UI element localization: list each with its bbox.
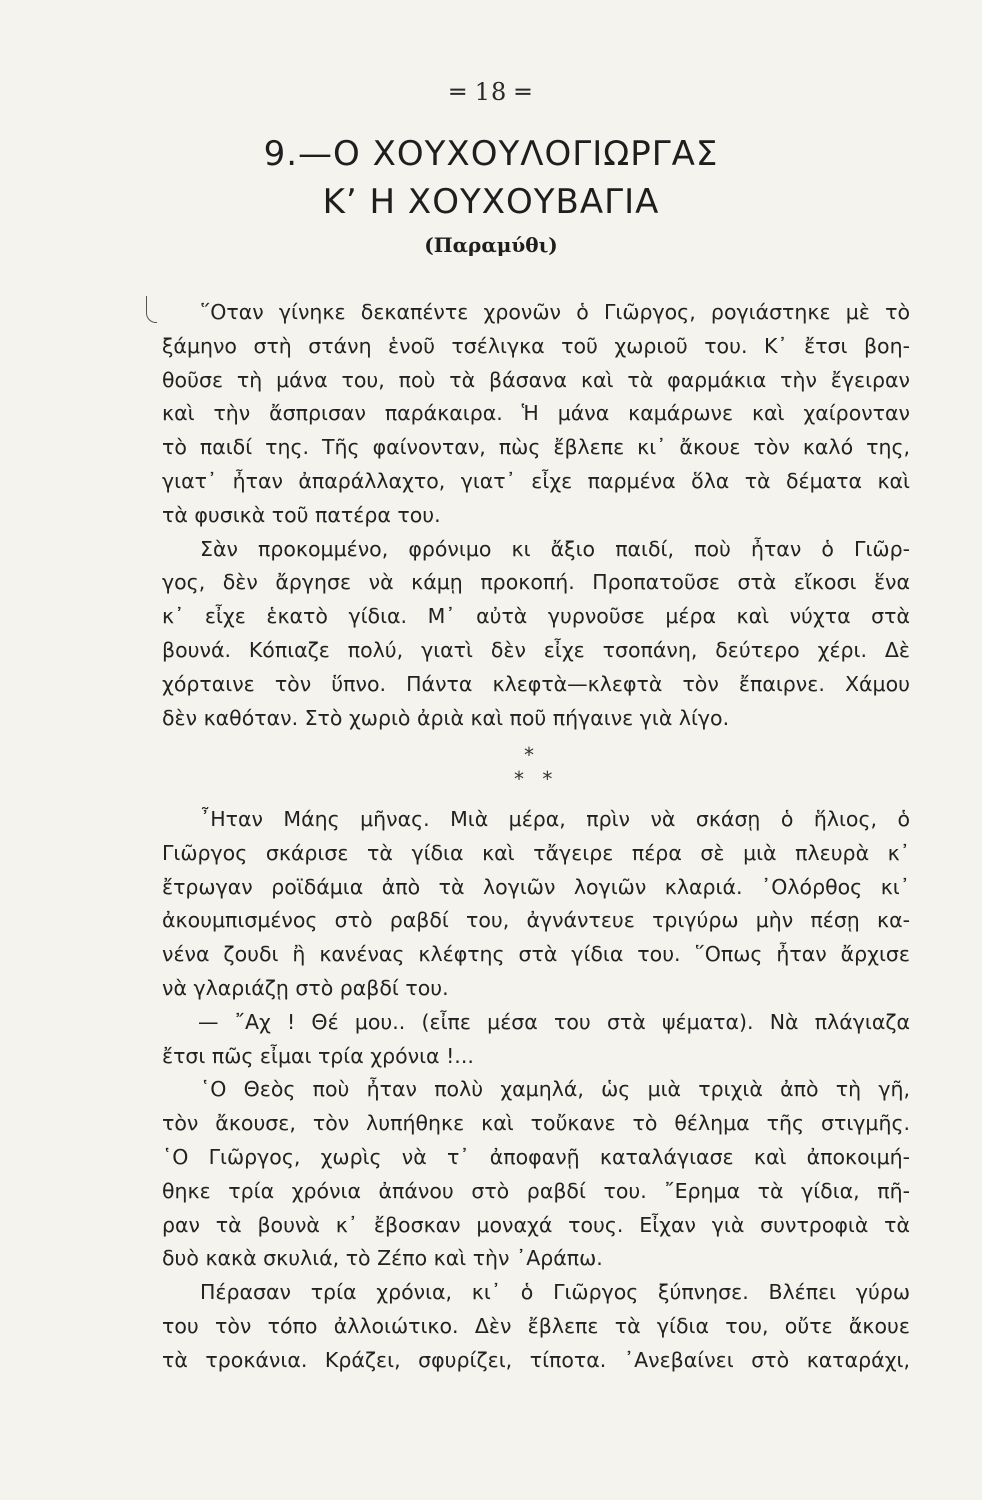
- text-line: ραν τὰ βουνὰ κ᾿ ἔβοσκαν μοναχά τους. Εἶχαν γιὰ συντροφιὰ τὰ: [162, 1212, 910, 1237]
- text-line: ῾Ο Γιῶργος, χωρὶς νὰ τ᾿ ἀποφανῇ καταλάγιασε καὶ ἀποκοιμή-: [162, 1144, 910, 1169]
- separator-asterisks: * *: [514, 767, 559, 792]
- story-title-line-2: Κ’ Η ΧΟΥΧΟΥΒΑΓΙΑ: [322, 182, 660, 222]
- text-line: θηκε τρία χρόνια ἀπάνου στὸ ραβδί του. ῎Ερημα τὰ γίδια, πῆ-: [162, 1178, 910, 1203]
- text-line: ῞Οταν γίνηκε δεκαπέντε χρονῶν ὁ Γιῶργος, ρογιάστηκε μὲ τὸ: [200, 300, 910, 324]
- text-line: δυὸ κακὰ σκυλιά, τὸ Ζέπο καὶ τὴν ᾿Αράπω.: [162, 1246, 603, 1271]
- text-line: τὸν ἄκουσε, τὸν λυπήθηκε καὶ τοὔκανε τὸ θέλημα τῆς στιγμῆς.: [162, 1111, 910, 1136]
- text-line: ἀκουμπισμένος στὸ ραβδί του, ἀγνάντευε τριγύρω μὴν πέσῃ κα-: [162, 908, 910, 933]
- text-line: ξάμηνο στὴ στάνη ἑνοῦ τσέλιγκα τοῦ χωριοῦ του. Κ᾿ ἔτσι βοη-: [162, 333, 910, 358]
- text-line: γιατ᾿ ἦταν ἀπαράλλαχτο, γιατ᾿ εἶχε παρμένα ὅλα τὰ δέματα καὶ: [162, 468, 910, 493]
- text-line: του τὸν τόπο ἀλλοιώτικο. Δὲν ἔβλεπε τὰ γίδια του, οὔτε ἄκουε: [162, 1313, 910, 1338]
- separator-asterisk: *: [524, 743, 534, 768]
- text-line: γος, δὲν ἄργησε νὰ κάμῃ προκοπή. Προπατοῦσε στὰ εἴκοσι ἕνα: [162, 570, 910, 595]
- page-number: ═ 18 ═: [450, 78, 532, 106]
- text-line: Πέρασαν τρία χρόνια, κι᾿ ὁ Γιῶργος ξύπνησε. Βλέπει γύρω: [200, 1280, 910, 1305]
- text-line: θοῦσε τὴ μάνα του, ποὺ τὰ βάσανα καὶ τὰ φαρμάκια τὴν ἔγειραν: [162, 367, 910, 392]
- text-line: ἔτρωγαν ροϊδάμια ἀπὸ τὰ λογιῶν λογιῶν κλαριά. ᾿Ολόρθος κι᾿: [162, 874, 910, 899]
- story-title-line-1: 9.—Ο ΧΟΥΧΟΥΛΟΓΙΩΡΓΑΣ: [263, 134, 719, 174]
- text-line: καὶ τὴν ἄσπρισαν παράκαιρα. Ἡ μάνα καμάρωνε καὶ χαίρονταν: [162, 401, 910, 426]
- text-line: ἔτσι πῶς εἶμαι τρία χρόνια !...: [162, 1043, 474, 1068]
- margin-bracket-mark: [146, 296, 157, 323]
- text-line: νένα ζουδι ἢ κανένας κλέφτης στὰ γίδια του. ῞Οπως ἦταν ἄρχισε: [162, 942, 910, 967]
- text-line: — ῎Αχ ! Θέ μου.. (εἶπε μέσα του στὰ ψέματα). Νὰ πλάγιαζα: [198, 1009, 910, 1034]
- text-line: βουνά. Κόπιαζε πολύ, γιατὶ δὲν εἶχε τσοπάνη, δεύτερο χέρι. Δὲ: [162, 637, 910, 662]
- text-line: ῾Ο Θεὸς ποὺ ἦταν πολὺ χαμηλά, ὡς μιὰ τριχιὰ ἀπὸ τὴ γῆ,: [200, 1077, 910, 1102]
- text-line: νὰ γλαριάζῃ στὸ ραβδί του.: [162, 975, 449, 1000]
- text-line: κ᾿ εἶχε ἑκατὸ γίδια. Μ᾿ αὐτὰ γυρνοῦσε μέρα καὶ νύχτα στὰ: [162, 604, 910, 629]
- section-separator: [162, 735, 910, 803]
- story-subtitle: (Παραμύθι): [424, 233, 558, 257]
- text-line: ῏Ηταν Μάης μῆνας. Μιὰ μέρα, πρὶν νὰ σκάσῃ ὁ ἥλιος, ὁ: [200, 806, 910, 831]
- story-body: [162, 296, 910, 1378]
- text-line: δὲν καθόταν. Στὸ χωριὸ ἀριὰ καὶ ποῦ πήγαινε γιὰ λίγο.: [162, 705, 730, 730]
- text-line: Σὰν προκομμένο, φρόνιμο κι ἄξιο παιδί, ποὺ ἦταν ὁ Γιῶρ-: [200, 536, 910, 561]
- text-line: Γιῶργος σκάρισε τὰ γίδια καὶ τἄγειρε πέρα σὲ μιὰ πλευρὰ κ᾿: [162, 840, 910, 865]
- text-line: χόρταινε τὸν ὕπνο. Πάντα κλεφτὰ—κλεφτὰ τὸν ἔπαιρνε. Χάμου: [162, 671, 910, 696]
- text-line: τὰ φυσικὰ τοῦ πατέρα του.: [162, 502, 441, 527]
- text-line: τὰ τροκάνια. Κράζει, σφυρίζει, τίποτα. ᾿Ανεβαίνει στὸ καταράχι,: [162, 1347, 910, 1372]
- text-line: τὸ παιδί της. Τῆς φαίνονταν, πὼς ἔβλεπε κι᾿ ἄκουε τὸν καλό της,: [162, 435, 910, 460]
